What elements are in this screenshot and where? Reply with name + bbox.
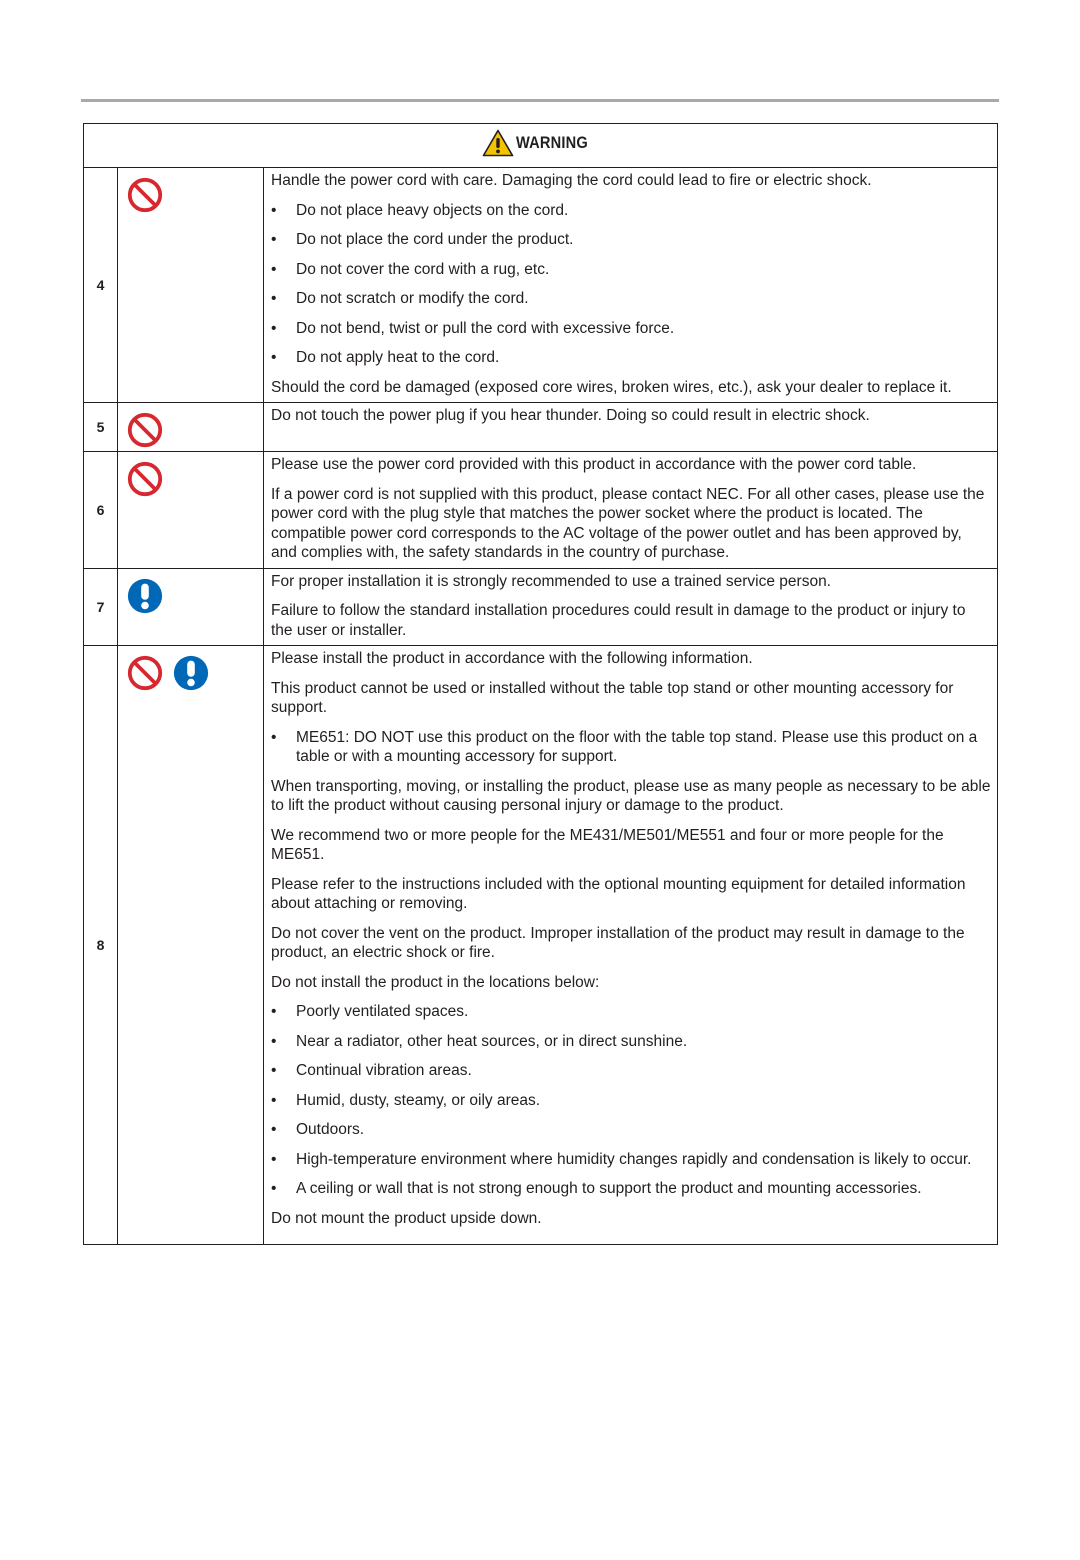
prohibition-icon — [126, 411, 164, 449]
warning-row-6 — [84, 452, 998, 569]
warning-row-4 — [84, 168, 998, 403]
row-number: 5 — [84, 403, 118, 452]
list-item: • Outdoors. — [271, 1120, 991, 1140]
row-8-text: Please refer to the instructions included with the optional mounting equipment for detailed information about attaching or removing. — [271, 875, 966, 912]
row-7-text-2: Failure to follow the standard installation procedures could result in damage to the product or injury to the user or installer. — [271, 602, 966, 639]
row-4-outro: Should the cord be damaged (exposed core wires, broken wires, etc.), ask your dealer to replace it. — [271, 378, 952, 396]
row-8-text: Do not mount the product upside down. — [271, 1209, 542, 1227]
list-item: • Continual vibration areas. — [271, 1061, 991, 1081]
row-8-text: Do not cover the vent on the product. Improper installation of the product may result in damage to the product, an electric shock or fire. — [271, 924, 965, 961]
warning-title: WARNING — [515, 133, 588, 152]
prohibition-icon — [126, 460, 164, 498]
list-item: • ME651: DO NOT use this product on the floor with the table top stand. Please use this product on a table or with a mounting accessory for support. — [271, 728, 991, 767]
list-item: • Do not place the cord under the product. — [271, 230, 991, 250]
mandatory-action-icon — [126, 577, 164, 615]
list-item: • Do not place heavy objects on the cord. — [271, 201, 991, 221]
row-5-text: Do not touch the power plug if you hear thunder. Doing so could result in electric shock. — [271, 407, 870, 424]
list-item: • A ceiling or wall that is not strong enough to support the product and mounting accessories. — [271, 1179, 991, 1199]
row-number: 8 — [84, 646, 118, 1245]
warning-row-7 — [84, 568, 998, 646]
warning-triangle-icon — [482, 129, 514, 157]
row-number: 6 — [84, 452, 118, 569]
mandatory-action-icon — [172, 654, 210, 692]
list-item: • Poorly ventilated spaces. — [271, 1002, 991, 1022]
prohibition-icon — [126, 654, 164, 692]
row-7-text-1: For proper installation it is strongly recommended to use a trained service person. — [271, 572, 831, 590]
warning-header — [84, 124, 998, 168]
row-6-text-1: Please use the power cord provided with this product in accordance with the power cord table. — [271, 456, 917, 473]
list-item: • High-temperature environment where humidity changes rapidly and condensation is likely to occur. — [271, 1150, 991, 1170]
top-rule — [81, 99, 999, 102]
list-item: • Humid, dusty, steamy, or oily areas. — [271, 1091, 991, 1111]
row-8-text: Please install the product in accordance with the following information. — [271, 650, 753, 667]
row-8-text: This product cannot be used or installed without the table top stand or other mounting accessory for support. — [271, 679, 954, 716]
list-item: • Do not scratch or modify the cord. — [271, 289, 991, 309]
list-item: • Do not cover the cord with a rug, etc. — [271, 260, 991, 280]
row-6-text-2: If a power cord is not supplied with this product, please contact NEC. For all other cases, please use the power cord with the plug style that matches the power socket where the product is located. The compatible power cord corresponds to the AC voltage of the power outlet and has been approved by, and complies with, the safety standards in the country of purchase. — [271, 485, 985, 561]
row-number: 7 — [84, 568, 118, 646]
row-8-text: When transporting, moving, or installing the product, please use as many people as necessary to be able to lift the product without causing personal injury or damage to the product. — [271, 777, 991, 814]
list-item: • Near a radiator, other heat sources, or in direct sunshine. — [271, 1032, 991, 1052]
prohibition-icon — [126, 176, 164, 214]
row-4-intro: Handle the power cord with care. Damaging the cord could lead to fire or electric shock. — [271, 172, 872, 189]
row-8-text: Do not install the product in the locations below: — [271, 973, 600, 991]
list-item: • Do not apply heat to the cord. — [271, 348, 991, 368]
row-number: 4 — [84, 168, 118, 403]
warning-row-8 — [84, 646, 998, 1245]
warning-row-5 — [84, 403, 998, 452]
warning-table — [83, 123, 998, 1245]
list-item: • Do not bend, twist or pull the cord with excessive force. — [271, 319, 991, 339]
row-8-text: We recommend two or more people for the ME431/ME501/ME551 and four or more people for the ME651. — [271, 826, 944, 863]
